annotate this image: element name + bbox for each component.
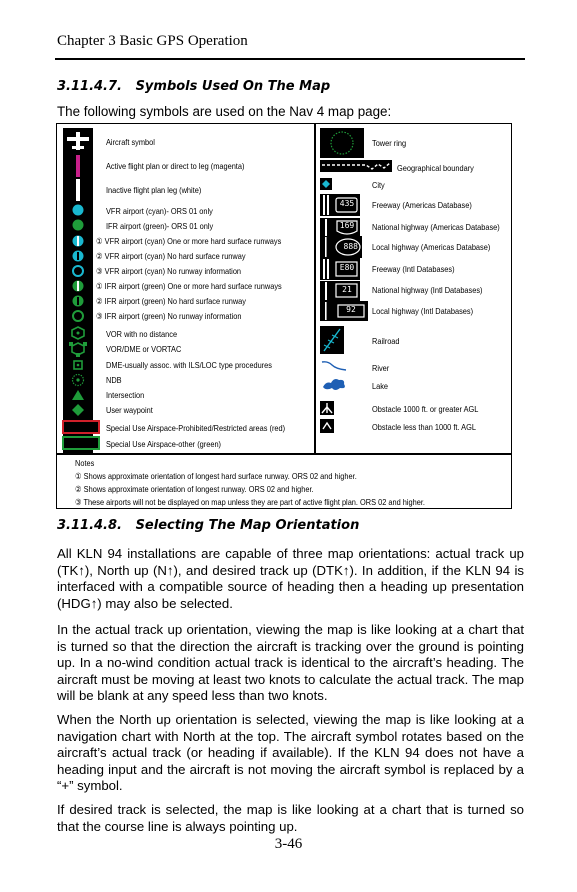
label-aircraft: Aircraft symbol: [106, 137, 155, 147]
vfr-airport-hard-icon: [63, 234, 93, 248]
vfr-airport-soft-icon: [63, 249, 93, 263]
label-geo-boundary: Geographical boundary: [397, 163, 474, 173]
label-vfr-soft: ② VFR airport (cyan) No hard surface runway: [96, 251, 246, 261]
ifr-airport-icon: [63, 218, 93, 232]
lake-icon: [320, 375, 348, 393]
freeway-americas-number: 435: [339, 199, 355, 208]
railroad-icon: [320, 326, 344, 354]
paragraph-3: When the North up orientation is selected, viewing the map is like looking at a navigation chart with North at the top. The aircraft symbol rotates based on the aircraft’s actual track (or heading if available). If the KLN 94 does not have a heading input and the aircraft is not moving the aircraft symbol is replaced by a “+” symbol.: [57, 712, 524, 793]
label-national-intl: National highway (Intl Databases): [372, 285, 483, 295]
label-vor: VOR with no distance: [106, 329, 178, 339]
label-local-intl: Local highway (Intl Databases): [372, 306, 474, 316]
obstacle-high-icon: [320, 401, 334, 415]
river-icon: [320, 359, 348, 373]
paragraph-4: If desired track is selected, the map is like looking at a chart that is turned so that the course line is always pointing up.: [57, 802, 524, 834]
note-2: ② Shows approximate orientation of longest runway. ORS 02 and higher.: [75, 484, 314, 494]
note-3: ③ These airports will not be displayed on map unless they are part of active flight plan. ORS 02 and higher.: [75, 497, 425, 507]
label-dme: DME-usually assoc. with ILS/LOC type procedures: [106, 360, 272, 370]
label-city: City: [372, 180, 385, 190]
table-divider: [314, 123, 316, 453]
dme-icon: [63, 358, 93, 372]
label-obstacle-low: Obstacle less than 1000 ft. AGL: [372, 422, 476, 432]
label-sua-other: Special Use Airspace-other (green): [106, 439, 222, 449]
label-ifr-hard: ① IFR airport (green) One or more hard surface runways: [96, 281, 282, 291]
label-river: River: [372, 363, 390, 373]
intro-text: The following symbols are used on the Nav 4 map page:: [57, 104, 392, 119]
ifr-airport-noinfo-icon: [63, 309, 93, 323]
section-heading-orientation: [57, 518, 359, 533]
paragraph-1: All KLN 94 installations are capable of three map orientations: actual track up (TK↑), North up (N↑), and desired track up (DTK↑). In addition, if the KLN 94 is interfaced with a compatible source of heading then a heading up presentation (HDG↑) may also be selected.: [57, 546, 524, 611]
paragraph-2: In the actual track up orientation, viewing the map is like looking at a chart that is turned so that the direction the aircraft is tracking over the ground is pointing up. In a no-wind condition actual track is identical to the aircraft’s heading. The aircraft must be moving at least two knots to calculate the actual track. The map will be blank at any speed less than two knots.: [57, 622, 524, 703]
label-local-americas: Local highway (Americas Database): [372, 242, 491, 252]
label-lake: Lake: [372, 381, 389, 391]
label-vfr-noinfo: ③ VFR airport (cyan) No runway information: [96, 266, 242, 276]
section-title: Selecting The Map Orientation: [135, 518, 360, 533]
label-ifr-airport: IFR airport (green)- ORS 01 only: [106, 221, 214, 231]
label-vfr-airport: VFR airport (cyan)- ORS 01 only: [106, 206, 213, 216]
local-americas-number: 888: [343, 242, 358, 251]
notes-heading: Notes: [75, 458, 95, 468]
vfr-airport-noinfo-icon: [63, 264, 93, 278]
label-ifr-soft: ② IFR airport (green) No hard surface runway: [96, 296, 246, 306]
active-leg-icon: [63, 155, 93, 177]
user-waypoint-icon: [63, 403, 93, 417]
section-title: Symbols Used On The Map: [135, 79, 331, 94]
freeway-intl-number: E80: [339, 263, 355, 272]
ifr-airport-hard-icon: [63, 279, 93, 293]
note-1: ① Shows approximate orientation of longest hard surface runway. ORS 02 and higher.: [75, 471, 357, 481]
vortac-icon: [63, 341, 93, 357]
label-inactive-leg: Inactive flight plan leg (white): [106, 185, 202, 195]
label-freeway-americas: Freeway (Americas Database): [372, 200, 472, 210]
national-americas-number: 169: [339, 221, 355, 230]
page-number: 3-46: [274, 836, 303, 852]
intersection-icon: [63, 388, 93, 402]
label-railroad: Railroad: [372, 336, 400, 346]
sua-restricted-icon: [62, 420, 100, 434]
label-vfr-hard: ① VFR airport (cyan) One or more hard surface runways: [96, 236, 282, 246]
label-ndb: NDB: [106, 375, 122, 385]
section-number: 3.11.4.7.: [57, 79, 122, 94]
notes-divider: [56, 453, 512, 455]
section-heading-symbols: [57, 79, 330, 94]
geographic-boundary-icon: [320, 160, 392, 172]
section-number: 3.11.4.8.: [57, 518, 122, 533]
tower-ring-icon: [320, 128, 364, 158]
obstacle-low-icon: [320, 419, 334, 433]
label-user-waypoint: User waypoint: [106, 405, 153, 415]
label-intersection: Intersection: [106, 390, 145, 400]
chapter-header: Chapter 3 Basic GPS Operation: [57, 33, 248, 49]
aircraft-icon: [63, 131, 93, 151]
label-tower-ring: Tower ring: [372, 138, 407, 148]
label-freeway-intl: Freeway (Intl Databases): [372, 264, 455, 274]
ifr-airport-soft-icon: [63, 294, 93, 308]
city-icon: [320, 178, 332, 190]
label-active-leg: Active flight plan or direct to leg (magenta): [106, 161, 245, 171]
inactive-leg-icon: [63, 179, 93, 201]
label-obstacle-high: Obstacle 1000 ft. or greater AGL: [372, 404, 479, 414]
ndb-icon: [63, 373, 93, 387]
label-sua-restricted: Special Use Airspace-Prohibited/Restricted areas (red): [106, 423, 286, 433]
vfr-airport-icon: [63, 203, 93, 217]
national-intl-number: 21: [342, 285, 352, 294]
local-intl-number: 92: [346, 305, 356, 314]
sua-other-icon: [62, 436, 100, 450]
vor-icon: [63, 326, 93, 340]
label-national-americas: National highway (Americas Database): [372, 222, 500, 232]
label-ifr-noinfo: ③ IFR airport (green) No runway information: [96, 311, 242, 321]
label-vortac: VOR/DME or VORTAC: [106, 344, 182, 354]
header-rule: [55, 58, 525, 60]
